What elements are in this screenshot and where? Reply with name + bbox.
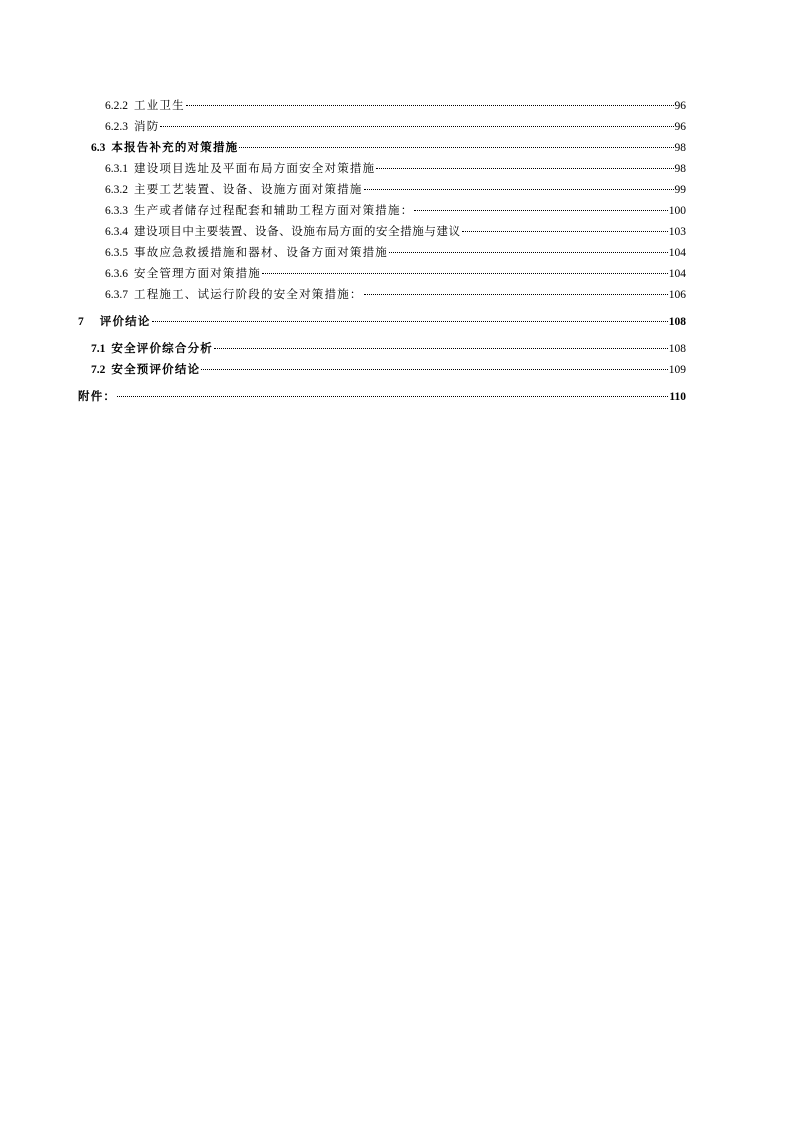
toc-page: 96 [674,121,686,133]
dot-leader [201,368,667,370]
table-of-contents [78,96,686,408]
dot-leader [186,104,674,106]
toc-page: 109 [668,364,686,376]
toc-page: 96 [674,100,686,112]
toc-title: 附件： [78,391,117,403]
toc-entry-6-2-3[interactable] [78,117,686,138]
toc-number: 6.3.5 [105,247,128,259]
toc-number: 7 [78,316,84,328]
toc-number: 6.3.6 [105,268,128,280]
dot-leader [376,167,673,169]
toc-title: 安全管理方面对策措施 [134,268,261,280]
toc-entry-appendix[interactable] [78,387,686,408]
dot-leader [262,272,668,274]
toc-number: 6.2.3 [105,121,128,133]
toc-number: 6.3.1 [105,163,128,175]
toc-number: 6.3.2 [105,184,128,196]
toc-title: 主要工艺装置、设备、设施方面对策措施 [134,184,363,196]
toc-entry-6-3-4[interactable] [78,222,686,243]
toc-page: 108 [668,316,686,328]
dot-leader [462,230,668,232]
toc-entry-6-3-1[interactable] [78,159,686,180]
toc-entry-6-3-3[interactable] [78,201,686,222]
toc-page: 104 [668,268,686,280]
toc-title: 建设项目中主要装置、设备、设施布局方面的安全措施与建议 [134,226,461,238]
toc-entry-7-1[interactable] [78,339,686,360]
toc-number: 6.3.4 [105,226,128,238]
toc-entry-6-3-7[interactable] [78,285,686,306]
toc-entry-7[interactable] [78,312,686,333]
toc-title: 评价结论 [99,316,151,328]
toc-number: 7.1 [91,343,106,355]
toc-page: 106 [668,289,686,301]
toc-entry-6-3-6[interactable] [78,264,686,285]
dot-leader [389,251,668,253]
toc-title: 本报告补充的对策措施 [111,142,239,154]
toc-title: 安全评价综合分析 [111,343,213,355]
toc-entry-6-3[interactable] [78,138,686,159]
toc-number: 6.2.2 [105,100,128,112]
dot-leader [214,347,668,349]
toc-page: 98 [674,142,686,154]
toc-title: 工业卫生 [134,100,185,112]
dot-leader [160,125,673,127]
toc-number: 6.3.7 [105,289,128,301]
toc-title: 工程施工、试运行阶段的安全对策措施： [134,289,363,301]
toc-title: 事故应急救援措施和器材、设备方面对策措施 [134,247,388,259]
dot-leader [364,293,668,295]
dot-leader [364,188,674,190]
toc-title: 消防 [134,121,160,133]
toc-entry-7-2[interactable] [78,360,686,381]
dot-leader [152,320,668,322]
toc-title: 建设项目选址及平面布局方面安全对策措施 [134,163,376,175]
toc-entry-6-3-5[interactable] [78,243,686,264]
toc-number: 7.2 [91,364,106,376]
dot-leader [117,395,668,397]
toc-page: 99 [674,184,686,196]
toc-page: 100 [668,205,686,217]
dot-leader [239,146,673,148]
toc-title: 生产或者储存过程配套和辅助工程方面对策措施： [134,205,414,217]
dot-leader [414,209,667,211]
toc-entry-6-2-2[interactable] [78,96,686,117]
toc-number: 6.3.3 [105,205,128,217]
toc-title: 安全预评价结论 [111,364,201,376]
toc-entry-6-3-2[interactable] [78,180,686,201]
toc-page: 108 [668,343,686,355]
toc-number: 6.3 [91,142,106,154]
toc-page: 98 [674,163,686,175]
toc-page: 103 [668,226,686,238]
toc-page: 104 [668,247,686,259]
toc-page: 110 [669,391,686,403]
